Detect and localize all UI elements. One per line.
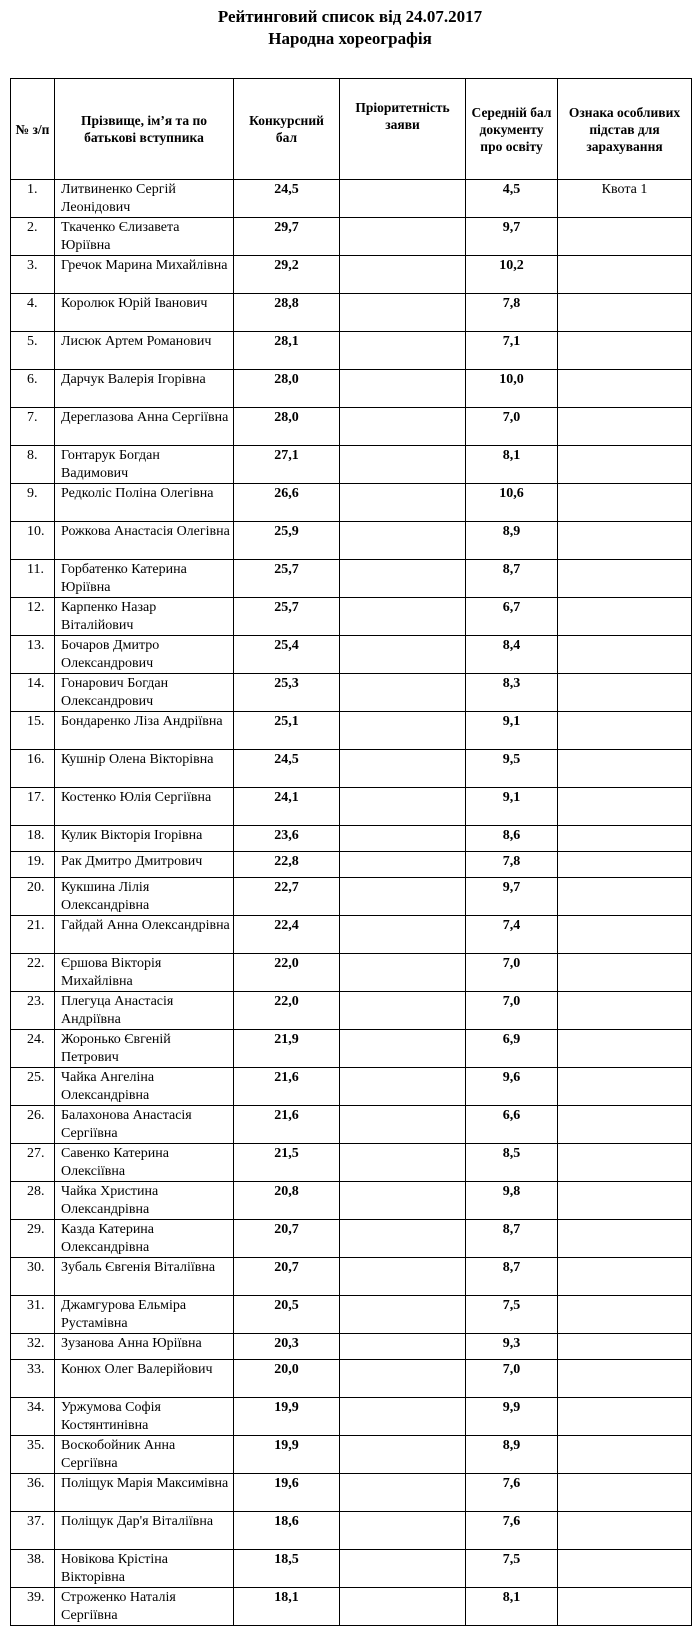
cell-avg: 8,1 bbox=[466, 1588, 558, 1626]
cell-name: Редколіс Поліна Олегівна bbox=[55, 484, 234, 522]
cell-avg: 7,4 bbox=[466, 916, 558, 954]
table-header-row bbox=[11, 79, 692, 180]
cell-name: Поліщук Марія Максимівна bbox=[55, 1474, 234, 1512]
cell-name: Рак Дмитро Дмитрович bbox=[55, 852, 234, 878]
table-row bbox=[11, 560, 692, 598]
cell-num: 8. bbox=[11, 446, 55, 484]
cell-score: 24,5 bbox=[234, 180, 340, 218]
cell-avg: 8,4 bbox=[466, 636, 558, 674]
cell-name: Кукшина Лілія Олександрівна bbox=[55, 878, 234, 916]
header-num: № з/п bbox=[11, 79, 55, 180]
cell-num: 15. bbox=[11, 712, 55, 750]
title-line-date: Рейтинговий список від 24.07.2017 bbox=[217, 7, 483, 26]
cell-name: Зузанова Анна Юріївна bbox=[55, 1334, 234, 1360]
table-row bbox=[11, 1030, 692, 1068]
cell-priority bbox=[340, 1220, 466, 1258]
cell-avg: 7,0 bbox=[466, 992, 558, 1030]
cell-avg: 7,8 bbox=[466, 294, 558, 332]
cell-avg: 6,7 bbox=[466, 598, 558, 636]
cell-score: 18,1 bbox=[234, 1588, 340, 1626]
cell-priority bbox=[340, 446, 466, 484]
cell-basis bbox=[558, 826, 692, 852]
table-row bbox=[11, 1588, 692, 1626]
cell-basis bbox=[558, 522, 692, 560]
cell-num: 18. bbox=[11, 826, 55, 852]
cell-name: Бочаров Дмитро Олександрович bbox=[55, 636, 234, 674]
cell-avg: 9,1 bbox=[466, 712, 558, 750]
cell-priority bbox=[340, 1588, 466, 1626]
header-avg: Середній бал документу про освіту bbox=[466, 79, 558, 180]
cell-priority bbox=[340, 1068, 466, 1106]
cell-num: 36. bbox=[11, 1474, 55, 1512]
cell-num: 9. bbox=[11, 484, 55, 522]
cell-basis bbox=[558, 916, 692, 954]
cell-num: 10. bbox=[11, 522, 55, 560]
cell-priority bbox=[340, 1144, 466, 1182]
cell-score: 24,5 bbox=[234, 750, 340, 788]
cell-basis bbox=[558, 1068, 692, 1106]
table-body bbox=[11, 180, 692, 1626]
cell-score: 29,2 bbox=[234, 256, 340, 294]
cell-priority bbox=[340, 712, 466, 750]
cell-avg: 10,2 bbox=[466, 256, 558, 294]
cell-name: Поліщук Дар'я Віталіївна bbox=[55, 1512, 234, 1550]
cell-score: 19,6 bbox=[234, 1474, 340, 1512]
table-row bbox=[11, 484, 692, 522]
cell-priority bbox=[340, 256, 466, 294]
table-row bbox=[11, 218, 692, 256]
cell-basis bbox=[558, 750, 692, 788]
cell-priority bbox=[340, 954, 466, 992]
cell-score: 20,5 bbox=[234, 1296, 340, 1334]
cell-score: 21,6 bbox=[234, 1068, 340, 1106]
cell-basis bbox=[558, 1398, 692, 1436]
table-row bbox=[11, 332, 692, 370]
cell-num: 22. bbox=[11, 954, 55, 992]
cell-num: 30. bbox=[11, 1258, 55, 1296]
cell-avg: 9,5 bbox=[466, 750, 558, 788]
cell-score: 29,7 bbox=[234, 218, 340, 256]
table-row bbox=[11, 852, 692, 878]
cell-avg: 7,6 bbox=[466, 1512, 558, 1550]
cell-priority bbox=[340, 408, 466, 446]
table-row bbox=[11, 522, 692, 560]
table-row bbox=[11, 1360, 692, 1398]
cell-basis bbox=[558, 1436, 692, 1474]
cell-basis bbox=[558, 992, 692, 1030]
cell-avg: 8,7 bbox=[466, 1220, 558, 1258]
cell-avg: 9,9 bbox=[466, 1398, 558, 1436]
document-title bbox=[0, 6, 700, 50]
cell-num: 13. bbox=[11, 636, 55, 674]
cell-priority bbox=[340, 826, 466, 852]
cell-num: 31. bbox=[11, 1296, 55, 1334]
cell-score: 18,5 bbox=[234, 1550, 340, 1588]
cell-avg: 7,5 bbox=[466, 1550, 558, 1588]
cell-priority bbox=[340, 916, 466, 954]
cell-basis bbox=[558, 408, 692, 446]
table-row bbox=[11, 1296, 692, 1334]
cell-num: 4. bbox=[11, 294, 55, 332]
table-row bbox=[11, 598, 692, 636]
cell-num: 2. bbox=[11, 218, 55, 256]
cell-basis bbox=[558, 1144, 692, 1182]
table-row bbox=[11, 180, 692, 218]
cell-avg: 7,0 bbox=[466, 1360, 558, 1398]
cell-name: Зубаль Євгенія Віталіївна bbox=[55, 1258, 234, 1296]
cell-avg: 6,9 bbox=[466, 1030, 558, 1068]
cell-name: Рожкова Анастасія Олегівна bbox=[55, 522, 234, 560]
cell-name: Чайка Христина Олександрівна bbox=[55, 1182, 234, 1220]
cell-priority bbox=[340, 636, 466, 674]
table-row bbox=[11, 992, 692, 1030]
cell-num: 6. bbox=[11, 370, 55, 408]
table-row bbox=[11, 1258, 692, 1296]
cell-name: Плегуца Анастасія Андріївна bbox=[55, 992, 234, 1030]
cell-avg: 9,1 bbox=[466, 788, 558, 826]
cell-avg: 8,9 bbox=[466, 1436, 558, 1474]
cell-name: Строженко Наталія Сергіївна bbox=[55, 1588, 234, 1626]
cell-priority bbox=[340, 1296, 466, 1334]
cell-basis: Квота 1 bbox=[558, 180, 692, 218]
cell-avg: 8,3 bbox=[466, 674, 558, 712]
cell-priority bbox=[340, 1398, 466, 1436]
title-line-specialty: Народна хореографія bbox=[268, 29, 432, 48]
cell-basis bbox=[558, 598, 692, 636]
cell-score: 20,8 bbox=[234, 1182, 340, 1220]
table-row bbox=[11, 1512, 692, 1550]
table-row bbox=[11, 1220, 692, 1258]
cell-name: Новікова Крістіна Вікторівна bbox=[55, 1550, 234, 1588]
cell-name: Єршова Вікторія Михайлівна bbox=[55, 954, 234, 992]
cell-name: Уржумова Софія Костянтинівна bbox=[55, 1398, 234, 1436]
cell-priority bbox=[340, 878, 466, 916]
cell-score: 20,3 bbox=[234, 1334, 340, 1360]
table-row bbox=[11, 750, 692, 788]
cell-priority bbox=[340, 750, 466, 788]
cell-basis bbox=[558, 446, 692, 484]
cell-basis bbox=[558, 484, 692, 522]
cell-priority bbox=[340, 1474, 466, 1512]
cell-num: 11. bbox=[11, 560, 55, 598]
table-row bbox=[11, 408, 692, 446]
cell-name: Кушнір Олена Вікторівна bbox=[55, 750, 234, 788]
rating-table bbox=[10, 78, 692, 1626]
cell-basis bbox=[558, 878, 692, 916]
cell-basis bbox=[558, 370, 692, 408]
header-priority: Пріоритетність заяви bbox=[340, 79, 466, 180]
cell-basis bbox=[558, 1588, 692, 1626]
table-row bbox=[11, 294, 692, 332]
cell-name: Гайдай Анна Олександрівна bbox=[55, 916, 234, 954]
cell-score: 20,7 bbox=[234, 1220, 340, 1258]
table-row bbox=[11, 954, 692, 992]
table-row bbox=[11, 1474, 692, 1512]
header-basis: Ознака особливих підстав для зарахування bbox=[558, 79, 692, 180]
cell-basis bbox=[558, 560, 692, 598]
cell-basis bbox=[558, 636, 692, 674]
cell-score: 20,7 bbox=[234, 1258, 340, 1296]
cell-priority bbox=[340, 1334, 466, 1360]
cell-avg: 9,3 bbox=[466, 1334, 558, 1360]
header-name: Прізвище, ім’я та по батькові вступника bbox=[55, 79, 234, 180]
table-row bbox=[11, 1398, 692, 1436]
cell-name: Карпенко Назар Віталійович bbox=[55, 598, 234, 636]
cell-avg: 4,5 bbox=[466, 180, 558, 218]
cell-score: 25,7 bbox=[234, 560, 340, 598]
cell-num: 21. bbox=[11, 916, 55, 954]
cell-priority bbox=[340, 1360, 466, 1398]
table-row bbox=[11, 1068, 692, 1106]
cell-avg: 7,8 bbox=[466, 852, 558, 878]
cell-avg: 8,1 bbox=[466, 446, 558, 484]
cell-num: 33. bbox=[11, 1360, 55, 1398]
cell-priority bbox=[340, 1258, 466, 1296]
cell-basis bbox=[558, 852, 692, 878]
cell-name: Лисюк Артем Романович bbox=[55, 332, 234, 370]
cell-avg: 7,0 bbox=[466, 408, 558, 446]
table-row bbox=[11, 916, 692, 954]
cell-name: Гонарович Богдан Олександрович bbox=[55, 674, 234, 712]
cell-score: 26,6 bbox=[234, 484, 340, 522]
cell-score: 25,4 bbox=[234, 636, 340, 674]
cell-priority bbox=[340, 1512, 466, 1550]
cell-basis bbox=[558, 218, 692, 256]
cell-num: 29. bbox=[11, 1220, 55, 1258]
cell-priority bbox=[340, 560, 466, 598]
cell-score: 23,6 bbox=[234, 826, 340, 852]
cell-avg: 7,5 bbox=[466, 1296, 558, 1334]
cell-avg: 8,9 bbox=[466, 522, 558, 560]
cell-name: Воскобойник Анна Сергіївна bbox=[55, 1436, 234, 1474]
cell-priority bbox=[340, 1436, 466, 1474]
cell-basis bbox=[558, 1550, 692, 1588]
cell-basis bbox=[558, 256, 692, 294]
cell-num: 24. bbox=[11, 1030, 55, 1068]
cell-score: 21,6 bbox=[234, 1106, 340, 1144]
cell-score: 20,0 bbox=[234, 1360, 340, 1398]
cell-basis bbox=[558, 1296, 692, 1334]
cell-avg: 9,6 bbox=[466, 1068, 558, 1106]
cell-avg: 8,5 bbox=[466, 1144, 558, 1182]
cell-basis bbox=[558, 1512, 692, 1550]
cell-score: 25,1 bbox=[234, 712, 340, 750]
cell-num: 39. bbox=[11, 1588, 55, 1626]
table-row bbox=[11, 446, 692, 484]
cell-priority bbox=[340, 484, 466, 522]
cell-score: 28,0 bbox=[234, 408, 340, 446]
cell-num: 35. bbox=[11, 1436, 55, 1474]
cell-basis bbox=[558, 1106, 692, 1144]
cell-score: 28,0 bbox=[234, 370, 340, 408]
cell-priority bbox=[340, 1182, 466, 1220]
cell-name: Литвиненко Сергій Леонідович bbox=[55, 180, 234, 218]
cell-name: Горбатенко Катерина Юріївна bbox=[55, 560, 234, 598]
cell-name: Гонтарук Богдан Вадимович bbox=[55, 446, 234, 484]
cell-avg: 10,6 bbox=[466, 484, 558, 522]
cell-score: 18,6 bbox=[234, 1512, 340, 1550]
cell-priority bbox=[340, 598, 466, 636]
cell-num: 17. bbox=[11, 788, 55, 826]
cell-name: Казда Катерина Олександрівна bbox=[55, 1220, 234, 1258]
table-row bbox=[11, 1436, 692, 1474]
cell-priority bbox=[340, 788, 466, 826]
cell-basis bbox=[558, 1334, 692, 1360]
cell-num: 27. bbox=[11, 1144, 55, 1182]
cell-avg: 9,7 bbox=[466, 218, 558, 256]
cell-num: 14. bbox=[11, 674, 55, 712]
cell-num: 37. bbox=[11, 1512, 55, 1550]
cell-priority bbox=[340, 522, 466, 560]
cell-basis bbox=[558, 712, 692, 750]
cell-avg: 6,6 bbox=[466, 1106, 558, 1144]
cell-avg: 10,0 bbox=[466, 370, 558, 408]
cell-name: Савенко Катерина Олексіївна bbox=[55, 1144, 234, 1182]
cell-num: 28. bbox=[11, 1182, 55, 1220]
cell-priority bbox=[340, 674, 466, 712]
cell-name: Чайка Ангеліна Олександрівна bbox=[55, 1068, 234, 1106]
cell-basis bbox=[558, 788, 692, 826]
cell-score: 22,4 bbox=[234, 916, 340, 954]
cell-avg: 9,8 bbox=[466, 1182, 558, 1220]
cell-basis bbox=[558, 1182, 692, 1220]
cell-priority bbox=[340, 1550, 466, 1588]
cell-num: 20. bbox=[11, 878, 55, 916]
cell-avg: 8,7 bbox=[466, 1258, 558, 1296]
cell-basis bbox=[558, 1220, 692, 1258]
cell-score: 22,7 bbox=[234, 878, 340, 916]
cell-priority bbox=[340, 332, 466, 370]
cell-basis bbox=[558, 674, 692, 712]
cell-basis bbox=[558, 294, 692, 332]
cell-num: 5. bbox=[11, 332, 55, 370]
cell-priority bbox=[340, 370, 466, 408]
cell-name: Костенко Юлія Сергіївна bbox=[55, 788, 234, 826]
table-row bbox=[11, 1550, 692, 1588]
cell-name: Балахонова Анастасія Сергіївна bbox=[55, 1106, 234, 1144]
cell-num: 32. bbox=[11, 1334, 55, 1360]
cell-num: 34. bbox=[11, 1398, 55, 1436]
cell-num: 23. bbox=[11, 992, 55, 1030]
cell-score: 24,1 bbox=[234, 788, 340, 826]
cell-num: 38. bbox=[11, 1550, 55, 1588]
cell-priority bbox=[340, 992, 466, 1030]
cell-basis bbox=[558, 332, 692, 370]
cell-score: 21,9 bbox=[234, 1030, 340, 1068]
cell-name: Гречок Марина Михайлівна bbox=[55, 256, 234, 294]
cell-priority bbox=[340, 294, 466, 332]
table-row bbox=[11, 1334, 692, 1360]
cell-name: Королюк Юрій Іванович bbox=[55, 294, 234, 332]
table-row bbox=[11, 674, 692, 712]
cell-score: 25,9 bbox=[234, 522, 340, 560]
cell-priority bbox=[340, 852, 466, 878]
table-row bbox=[11, 826, 692, 852]
cell-score: 25,7 bbox=[234, 598, 340, 636]
cell-avg: 9,7 bbox=[466, 878, 558, 916]
cell-avg: 7,0 bbox=[466, 954, 558, 992]
cell-num: 12. bbox=[11, 598, 55, 636]
cell-name: Жоронько Євгеній Петрович bbox=[55, 1030, 234, 1068]
cell-score: 22,0 bbox=[234, 992, 340, 1030]
cell-name: Джамгурова Ельміра Рустамівна bbox=[55, 1296, 234, 1334]
cell-priority bbox=[340, 1030, 466, 1068]
cell-score: 21,5 bbox=[234, 1144, 340, 1182]
cell-num: 19. bbox=[11, 852, 55, 878]
cell-avg: 7,1 bbox=[466, 332, 558, 370]
table-row bbox=[11, 370, 692, 408]
cell-score: 28,8 bbox=[234, 294, 340, 332]
table-row bbox=[11, 878, 692, 916]
cell-name: Ткаченко Єлизавета Юріївна bbox=[55, 218, 234, 256]
table-row bbox=[11, 1182, 692, 1220]
cell-name: Дарчук Валерія Ігорівна bbox=[55, 370, 234, 408]
cell-score: 28,1 bbox=[234, 332, 340, 370]
cell-num: 26. bbox=[11, 1106, 55, 1144]
cell-num: 25. bbox=[11, 1068, 55, 1106]
cell-name: Конюх Олег Валерійович bbox=[55, 1360, 234, 1398]
cell-basis bbox=[558, 1474, 692, 1512]
table-row bbox=[11, 712, 692, 750]
table-row bbox=[11, 636, 692, 674]
cell-priority bbox=[340, 180, 466, 218]
cell-score: 19,9 bbox=[234, 1398, 340, 1436]
cell-basis bbox=[558, 954, 692, 992]
table-row bbox=[11, 1144, 692, 1182]
cell-name: Бондаренко Ліза Андріївна bbox=[55, 712, 234, 750]
cell-priority bbox=[340, 1106, 466, 1144]
table-row bbox=[11, 1106, 692, 1144]
cell-avg: 7,6 bbox=[466, 1474, 558, 1512]
cell-score: 22,0 bbox=[234, 954, 340, 992]
cell-name: Кулик Вікторія Ігорівна bbox=[55, 826, 234, 852]
cell-num: 16. bbox=[11, 750, 55, 788]
cell-basis bbox=[558, 1360, 692, 1398]
cell-name: Дереглазова Анна Сергіївна bbox=[55, 408, 234, 446]
cell-score: 27,1 bbox=[234, 446, 340, 484]
cell-basis bbox=[558, 1258, 692, 1296]
cell-score: 19,9 bbox=[234, 1436, 340, 1474]
cell-avg: 8,7 bbox=[466, 560, 558, 598]
table-row bbox=[11, 256, 692, 294]
cell-score: 22,8 bbox=[234, 852, 340, 878]
cell-num: 3. bbox=[11, 256, 55, 294]
cell-num: 7. bbox=[11, 408, 55, 446]
cell-avg: 8,6 bbox=[466, 826, 558, 852]
cell-basis bbox=[558, 1030, 692, 1068]
header-score: Конкурсний бал bbox=[234, 79, 340, 180]
table-row bbox=[11, 788, 692, 826]
cell-priority bbox=[340, 218, 466, 256]
cell-num: 1. bbox=[11, 180, 55, 218]
cell-score: 25,3 bbox=[234, 674, 340, 712]
